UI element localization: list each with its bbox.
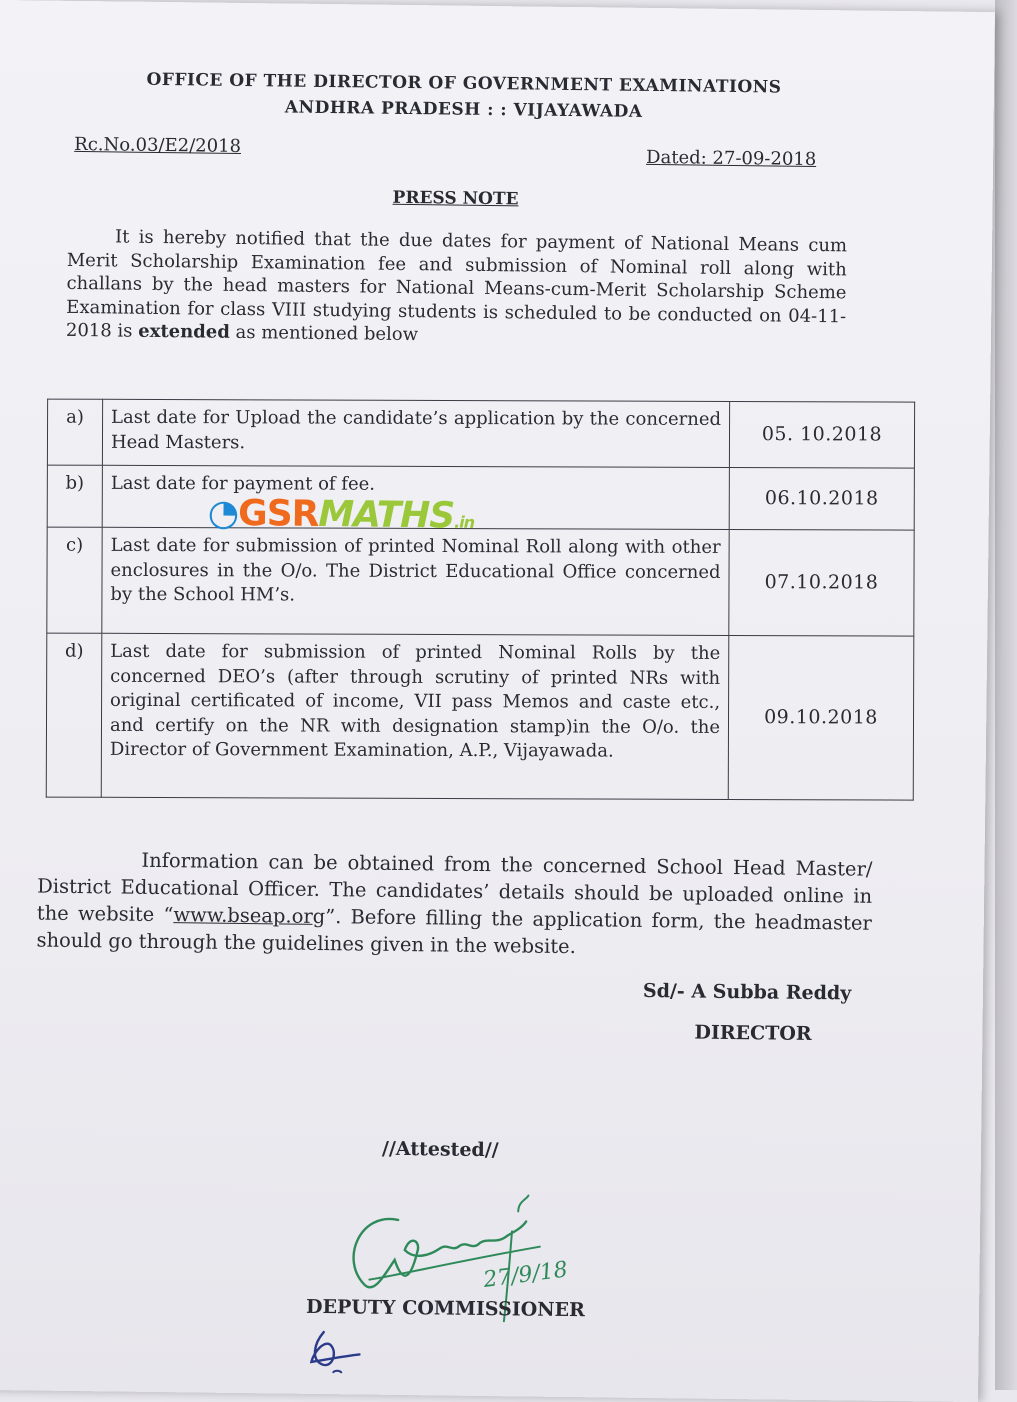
office-header-line2: ANDHRA PRADESH : : VIJAYAWADA xyxy=(284,97,643,122)
row-label: c) xyxy=(47,527,102,633)
row-label: a) xyxy=(47,399,102,465)
row-date: 07.10.2018 xyxy=(729,529,914,636)
table-row xyxy=(46,633,914,800)
signatory-name: Sd/- A Subba Reddy xyxy=(642,979,852,1005)
row-description: Last date for payment of fee. xyxy=(102,465,729,529)
table-row xyxy=(47,399,914,468)
page-edge-shadow xyxy=(995,0,1017,1390)
attested-label: //Attested// xyxy=(381,1137,499,1162)
watermark-icon: ◔ xyxy=(207,492,239,534)
signature-date: 27/9/18 xyxy=(481,1257,570,1293)
row-label: b) xyxy=(47,465,102,527)
initials-mark xyxy=(303,1324,374,1380)
website-link[interactable]: www.bseap.org xyxy=(173,903,326,929)
row-date: 05. 10.2018 xyxy=(729,401,914,468)
page-title: PRESS NOTE xyxy=(392,187,519,210)
reference-number: Rc.No.03/E2/2018 xyxy=(74,133,242,157)
row-description: Last date for submission of printed Nominal Rolls by the concerned DEO’s (after through scrutiny of printed NRs with original certificated of income, VII pass Memos and caste etc., and certify on the NR with designation stamp)in the O/o. the Director of Government Examination, A.P., Vijayawada. xyxy=(101,633,729,799)
table-row xyxy=(47,465,914,530)
row-date: 06.10.2018 xyxy=(729,467,914,530)
row-label: d) xyxy=(46,633,102,797)
office-header-line1: OFFICE OF THE DIRECTOR OF GOVERNMENT EXAMINATIONS xyxy=(146,69,782,98)
row-description: Last date for Upload the candidate’s application by the concerned Head Masters. xyxy=(102,399,729,467)
table-row xyxy=(47,527,914,636)
signatory-designation: DIRECTOR xyxy=(694,1021,812,1045)
info-paragraph: Information can be obtained from the concerned School Head Master/ District Educational Officer. The candidates’ details should be uploaded online in the website “www.bseap.org”. Before filling the application form, the headmaster should go through the guidelines given in the website. xyxy=(36,848,873,959)
deputy-commissioner-label: DEPUTY COMMISSIONER xyxy=(305,1295,586,1322)
row-date: 09.10.2018 xyxy=(728,635,914,800)
watermark-logo: ◔GSRMATHS.in xyxy=(207,492,475,537)
schedule-table xyxy=(46,399,915,801)
row-description: Last date for submission of printed Nominal Roll along with other enclosures in the O/o. The District Educational Office concerned by the School HM’s. xyxy=(102,527,729,635)
dated-line: Dated: 27-09-2018 xyxy=(645,146,817,170)
intro-paragraph: It is hereby notified that the due dates for payment of National Means cum Merit Scholarship Examination fee and submission of Nominal roll along with challans by the head masters for National Means-cum-Merit Scholarship Scheme Examination for class VIII studying students is scheduled to be conducted on 04-11-2018 is extended as mentioned below xyxy=(65,226,848,346)
